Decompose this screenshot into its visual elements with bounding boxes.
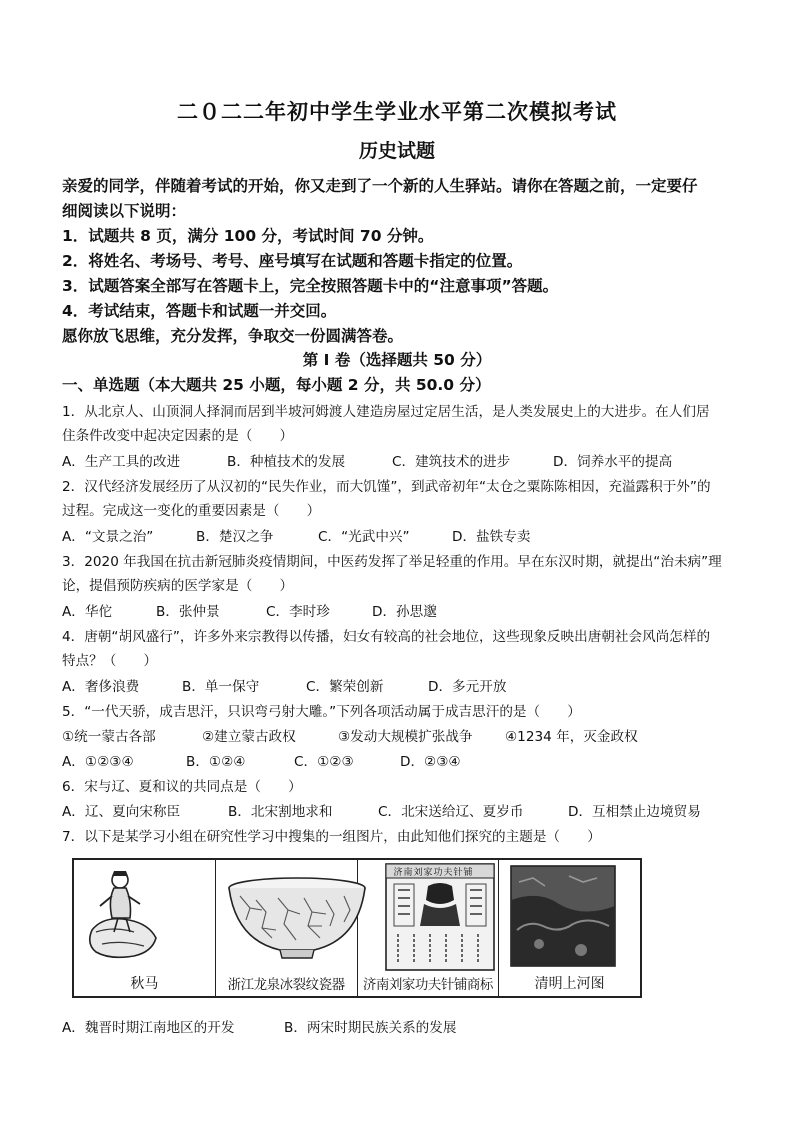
question-3-option-d: D．孙思邈	[372, 604, 437, 620]
question-4-stem-line2: 特点？（ ）	[62, 653, 158, 669]
question-5-option-d: D．②③④	[400, 754, 461, 770]
question-4-option-d: D．多元开放	[428, 679, 507, 695]
instruction-item-2: 2．将姓名、考场号、考号、座号填写在试题和答题卡指定的位置。	[62, 252, 523, 270]
qingming-painting-illustration	[499, 860, 625, 978]
question-2-stem-line2: 过程。完成这一变化的重要因素是（ ）	[62, 503, 321, 519]
horse-rider-illustration	[74, 860, 184, 978]
question-5-stem: 5．“一代天骄，成吉思汗，只识弯弓射大雕。”下列各项活动属于成吉思汗的是（ ）	[62, 704, 581, 720]
question-3-stem-line2: 论，提倡预防疾病的医学家是（ ）	[62, 578, 294, 594]
closing-line: 愿你放飞思维，充分发挥，争取交一份圆满答卷。	[62, 327, 404, 345]
question-5-statement-3: ③发动大规模扩张战争	[338, 729, 473, 745]
intro-line-2: 细阅读以下说明：	[62, 202, 187, 220]
question-2-option-c: C．“光武中兴”	[318, 529, 410, 545]
question-1-option-a: A．生产工具的改进	[62, 454, 181, 470]
question-1-stem-line2: 住条件改变中起决定因素的是（ ）	[62, 428, 294, 444]
question-5-option-b: B．①②④	[186, 754, 246, 770]
image-panel-horse	[74, 860, 216, 996]
question-4-option-b: B．单一保守	[182, 679, 260, 695]
image-panel-qingming	[499, 860, 640, 996]
question-6-option-c: C．北宋送给辽、夏岁币	[378, 804, 524, 820]
part-title: 一、单选题（本大题共 25 小题，每小题 2 分，共 50.0 分）	[62, 376, 491, 394]
question-6-stem: 6．宋与辽、夏和议的共同点是（ ）	[62, 779, 302, 795]
question-7-stem: 7．以下是某学习小组在研究性学习中搜集的一组图片，由此知他们探究的主题是（ ）	[62, 829, 601, 845]
question-4-option-a: A．奢侈浪费	[62, 679, 140, 695]
question-3-stem-line1: 3．2020 年我国在抗击新冠肺炎疫情期间，中医药发挥了举足轻重的作用。早在东汉时期，就提出“治未病”理	[62, 554, 722, 570]
question-3-option-a: A．华佗	[62, 604, 113, 620]
exam-title: 二０二二年初中学生学业水平第二次模拟考试	[177, 99, 617, 124]
image-panel-porcelain	[216, 860, 358, 996]
caption-horse: 秋马	[130, 976, 159, 992]
instruction-item-3: 3．试题答案全部写在答题卡上，完全按照答题卡中的“注意事项”答题。	[62, 277, 559, 295]
question-6-option-d: D．互相禁止边境贸易	[568, 804, 701, 820]
question-1-stem-line1: 1．从北京人、山顶洞人择洞而居到半坡河姆渡人建造房屋过定居生活，是人类发展史上的大进步。在人们居	[62, 404, 710, 420]
image-panel-trademark	[358, 860, 500, 996]
question-5-option-c: C．①②③	[294, 754, 354, 770]
intro-line-1: 亲爱的同学，伴随着考试的开始，你又走到了一个新的人生驿站。请你在答题之前，一定要仔	[62, 177, 698, 195]
question-7-option-a: A．魏晋时期江南地区的开发	[62, 1020, 235, 1036]
caption-qingming: 清明上河图	[534, 976, 605, 992]
volume-title: 第 I 卷（选择题共 50 分）	[302, 351, 492, 369]
question-6-option-a: A．辽、夏向宋称臣	[62, 804, 181, 820]
question-6-option-b: B．北宋割地求和	[228, 804, 333, 820]
question-1-option-d: D．饲养水平的提高	[553, 454, 673, 470]
question-4-stem-line1: 4．唐朝“胡风盛行”，许多外来宗教得以传播，妇女有较高的社会地位，这些现象反映出唐朝社会风尚怎样的	[62, 629, 711, 645]
question-7-image-strip	[72, 858, 642, 998]
exam-subtitle: 历史试题	[358, 140, 435, 162]
question-3-option-b: B．张仲景	[156, 604, 220, 620]
question-1-option-c: C．建筑技术的进步	[392, 454, 511, 470]
caption-porcelain: 浙江龙泉冰裂纹瓷器	[227, 977, 345, 993]
porcelain-bowl-illustration	[216, 860, 378, 978]
question-1-option-b: B．种植技术的发展	[227, 454, 346, 470]
caption-trademark: 济南刘家功夫针铺商标	[362, 977, 493, 993]
question-2-option-b: B．楚汉之争	[196, 529, 274, 545]
question-7-option-b: B．两宋时期民族关系的发展	[284, 1020, 457, 1036]
question-2-stem-line1: 2．汉代经济发展经历了从汉初的“民失作业，而大饥馑”，到武帝初年“太仓之粟陈陈相因，充溢露积于外”的	[62, 479, 711, 495]
poster-header-text: 济南刘家功夫针铺	[393, 868, 474, 878]
question-5-statement-1: ①统一蒙古各部	[62, 729, 156, 745]
question-5-option-a: A．①②③④	[62, 754, 134, 770]
question-3-option-c: C．李时珍	[266, 604, 330, 620]
question-2-option-d: D．盐铁专卖	[452, 529, 531, 545]
question-5-statement-4: ④1234 年，灭金政权	[505, 729, 638, 745]
question-4-option-c: C．繁荣创新	[306, 679, 384, 695]
question-2-option-a: A．“文景之治”	[62, 529, 154, 545]
instruction-item-4: 4．考试结束，答题卡和试题一并交回。	[62, 302, 337, 320]
question-5-statement-2: ②建立蒙古政权	[202, 729, 296, 745]
instruction-item-1: 1．试题共 8 页，满分 100 分，考试时间 70 分钟。	[62, 227, 434, 245]
